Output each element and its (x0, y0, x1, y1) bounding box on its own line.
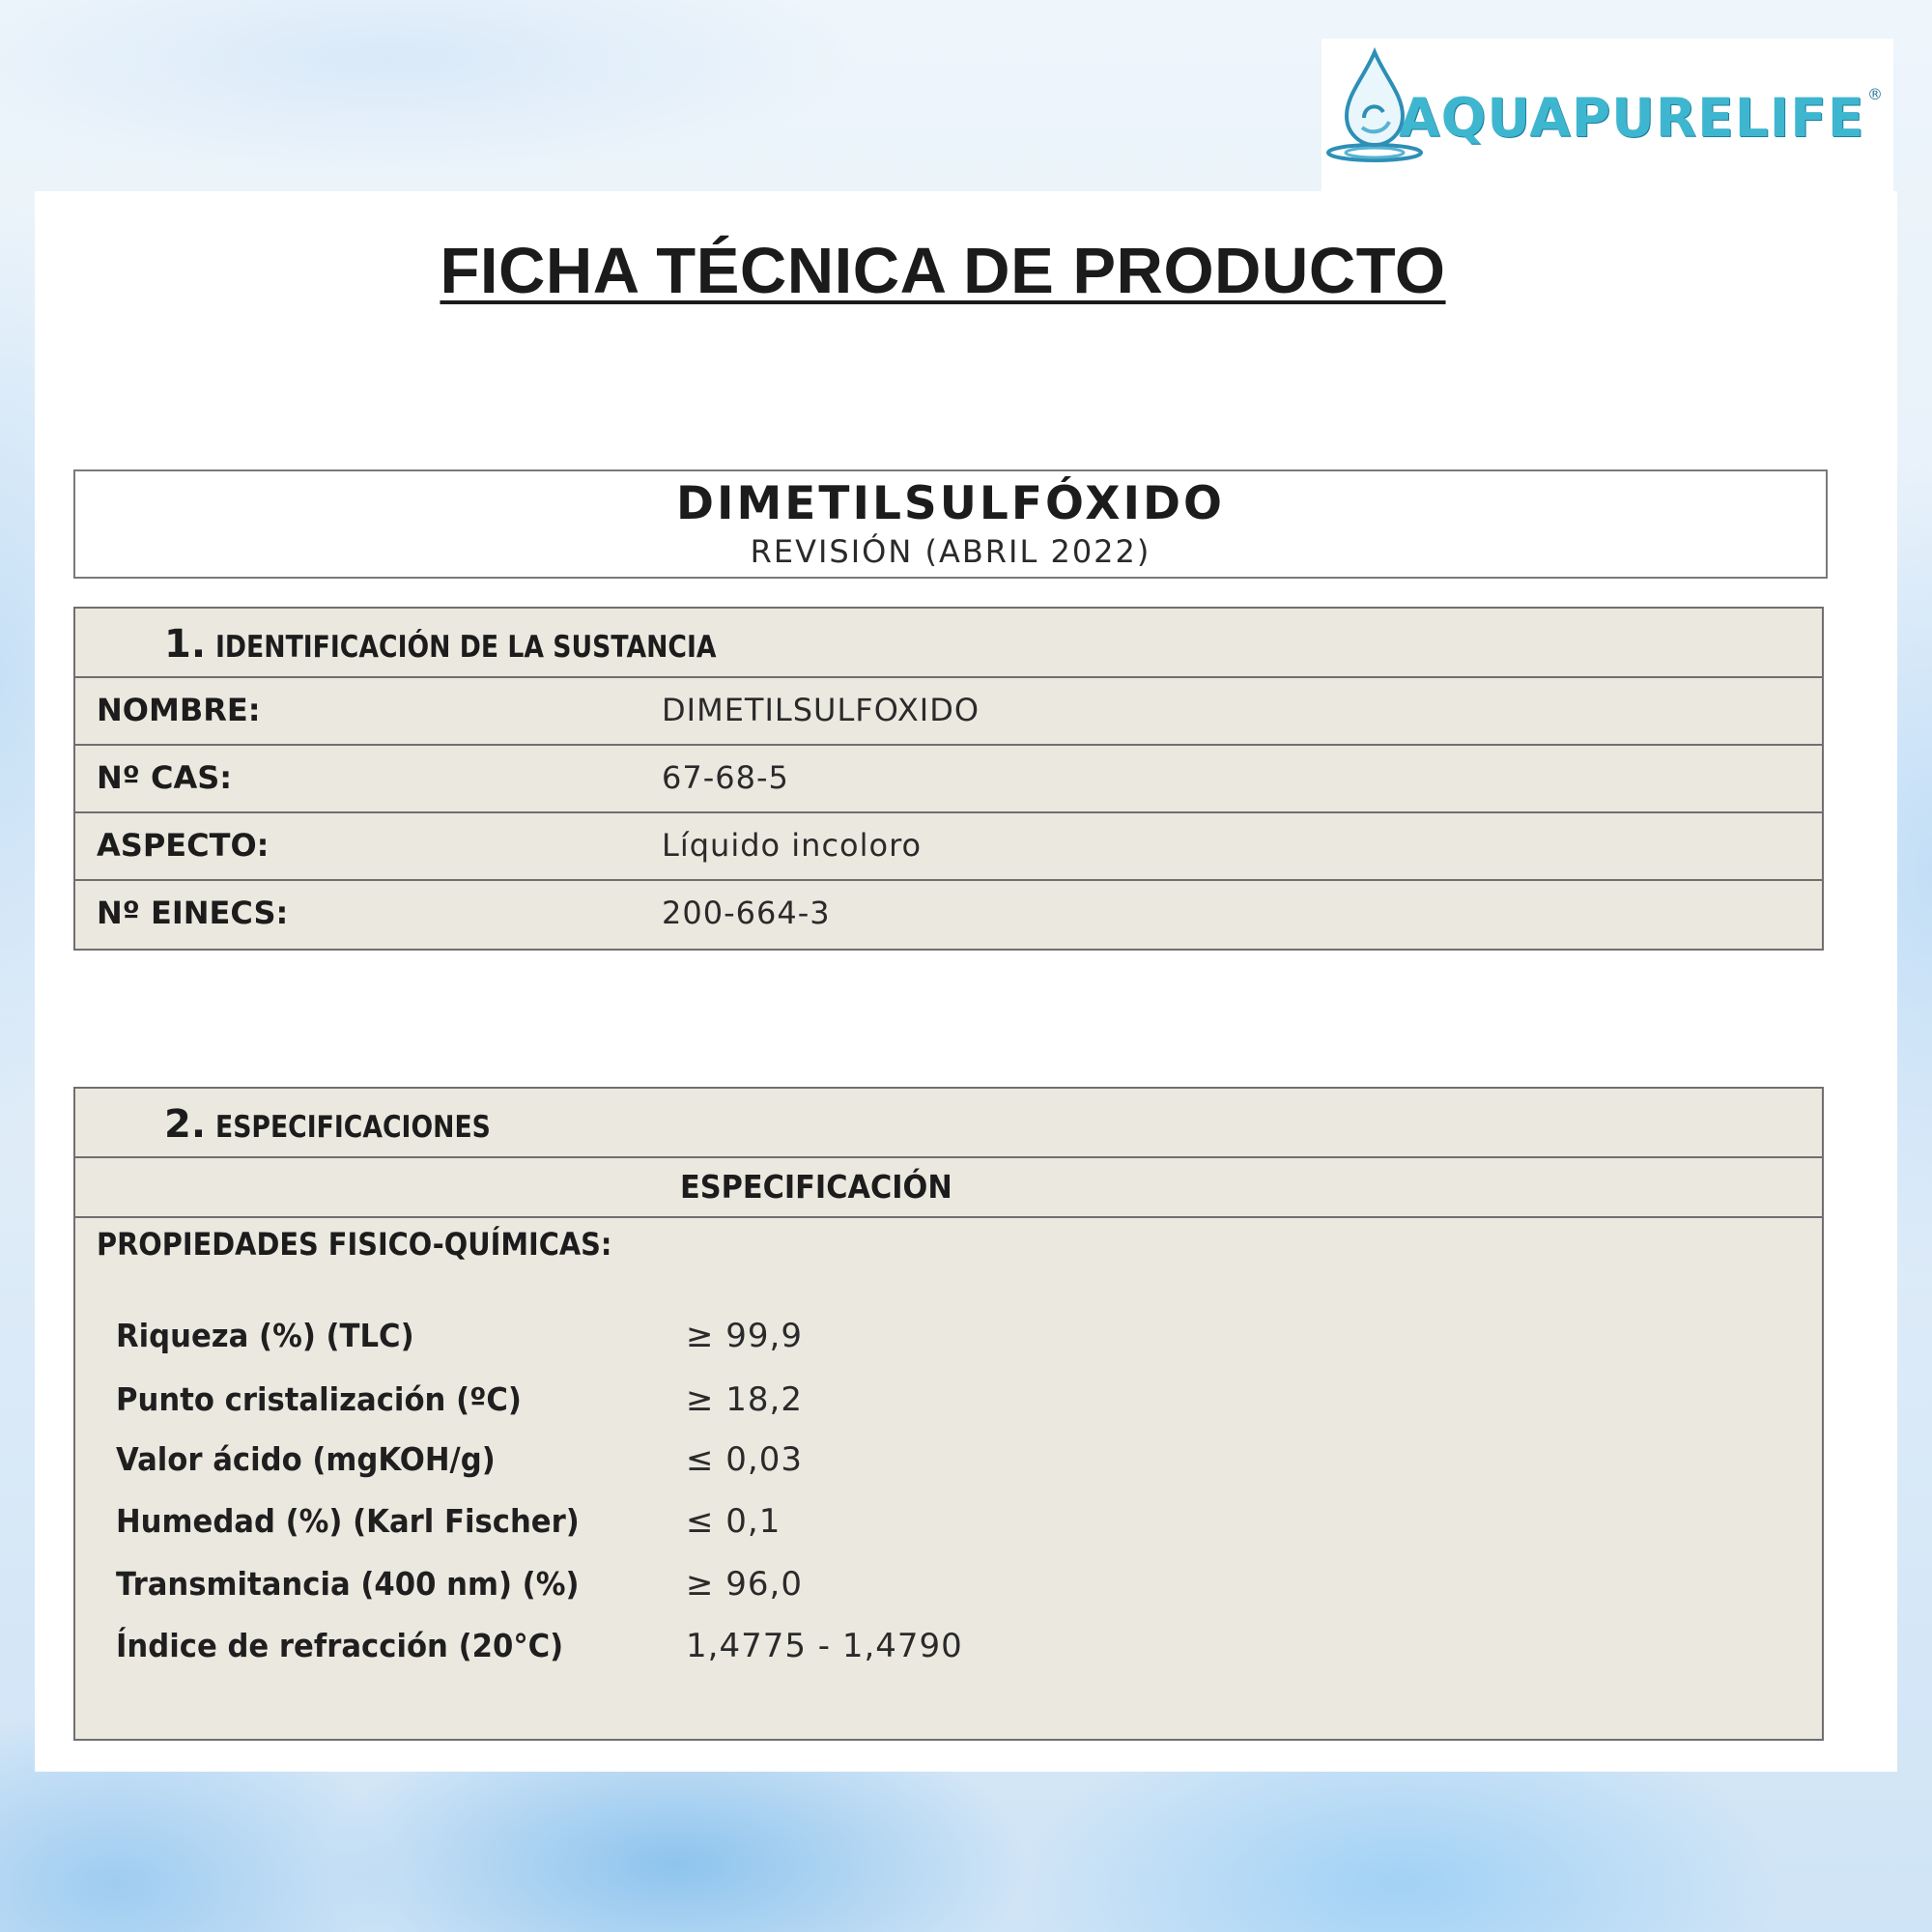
specification-column-header: ESPECIFICACIÓN (680, 1168, 952, 1206)
table-row (75, 678, 1822, 746)
properties-group-title: PROPIEDADES FISICO-QUÍMICAS: (97, 1226, 612, 1263)
product-sheet (35, 191, 1897, 1772)
property-name: Punto cristalización (ºC) (116, 1380, 522, 1418)
field-label: ASPECTO: (97, 827, 270, 864)
field-label: Nº EINECS: (97, 895, 289, 931)
field-value: 200-664-3 (662, 895, 831, 931)
field-value: 67-68-5 (662, 759, 789, 796)
table-row (75, 746, 1822, 813)
section-identification (73, 607, 1824, 951)
property-value: 1,4775 - 1,4790 (686, 1627, 963, 1665)
property-value: ≥ 18,2 (686, 1380, 803, 1419)
document-title: FICHA TÉCNICA DE PRODUCTO (440, 235, 1446, 307)
section-title: ESPECIFICACIONES (215, 1110, 491, 1145)
section-specifications (73, 1087, 1824, 1741)
property-name: Riqueza (%) (TLC) (116, 1317, 414, 1354)
properties-body (75, 1218, 1822, 1739)
product-name: DIMETILSULFÓXIDO (676, 477, 1225, 530)
section-number: 2. (164, 1102, 207, 1147)
property-name: Índice de refracción (20°C) (116, 1627, 564, 1664)
revision-label: REVISIÓN (ABRIL 2022) (750, 533, 1151, 570)
property-value: ≤ 0,03 (686, 1440, 803, 1479)
field-value: DIMETILSULFOXIDO (662, 692, 980, 728)
field-value: Líquido incoloro (662, 827, 923, 864)
section-title: IDENTIFICACIÓN DE LA SUSTANCIA (215, 630, 717, 665)
brand-name: AQUAPURELIFE (1399, 87, 1865, 149)
property-value: ≤ 0,1 (686, 1502, 781, 1541)
field-label: NOMBRE: (97, 692, 261, 728)
registered-mark: ® (1867, 85, 1883, 103)
brand-logo (1321, 39, 1893, 191)
property-name: Valor ácido (mgKOH/g) (116, 1440, 496, 1478)
property-name: Transmitancia (400 nm) (%) (116, 1565, 580, 1603)
section-header (75, 1089, 1822, 1158)
property-name: Humedad (%) (Karl Fischer) (116, 1502, 580, 1540)
section-header (75, 609, 1822, 678)
field-label: Nº CAS: (97, 759, 233, 796)
property-value: ≥ 99,9 (686, 1317, 803, 1355)
property-value: ≥ 96,0 (686, 1565, 803, 1604)
table-row (75, 881, 1822, 949)
table-row (75, 813, 1822, 881)
column-header-row (75, 1158, 1822, 1218)
product-header-box (73, 469, 1828, 579)
section-number: 1. (164, 622, 207, 667)
